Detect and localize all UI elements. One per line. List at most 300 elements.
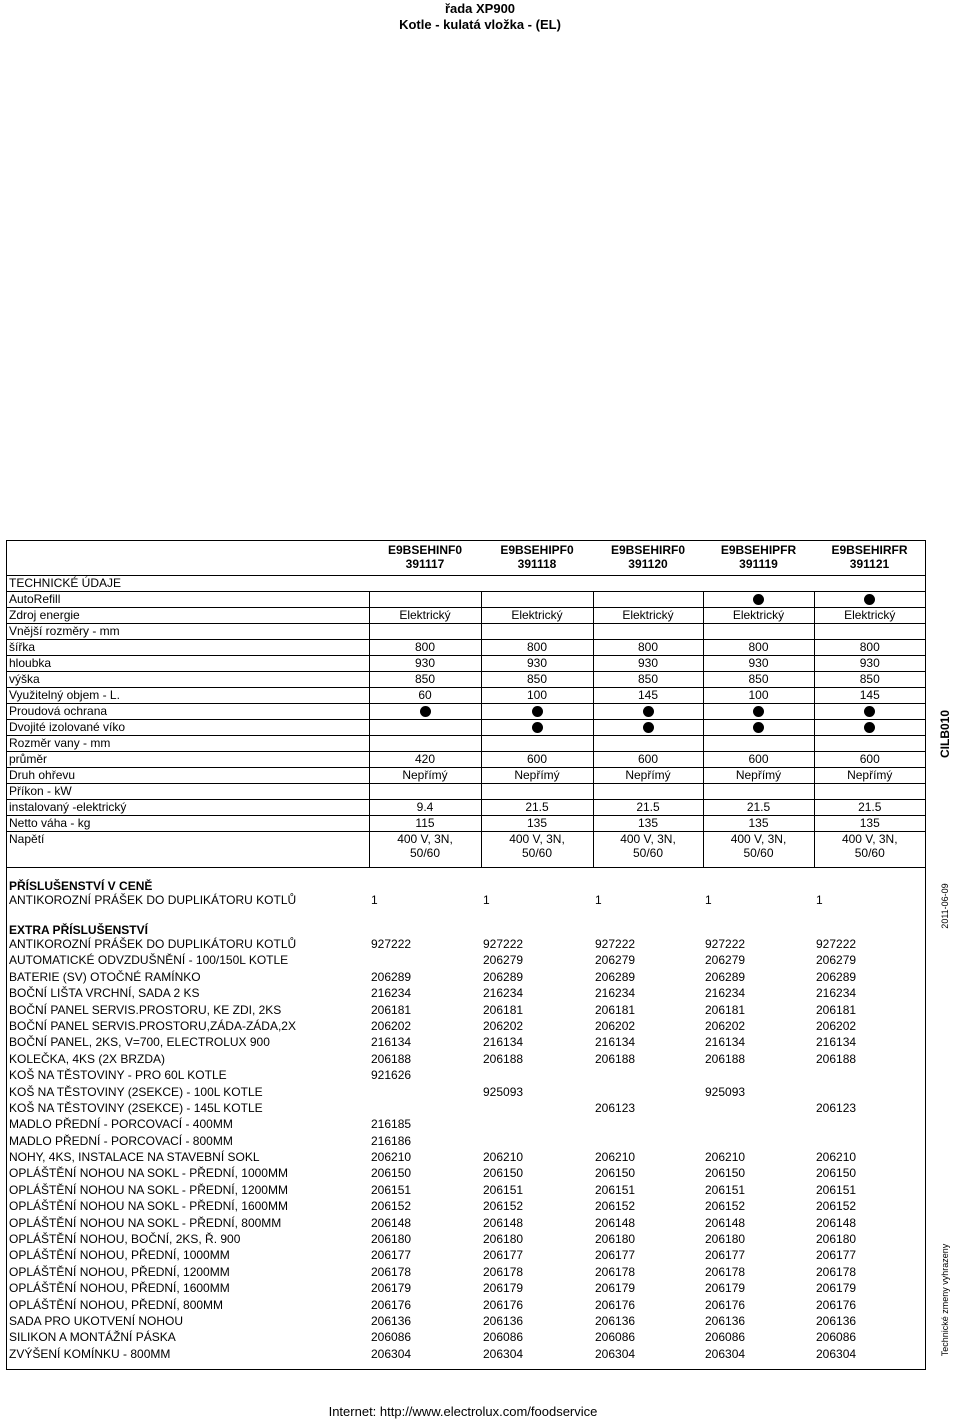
spec-value: 135	[814, 815, 925, 831]
accessory-code: 206176	[816, 1297, 857, 1312]
voltage-value	[369, 831, 481, 867]
accessory-code	[369, 953, 481, 969]
spacer	[7, 910, 925, 919]
bullet-icon	[814, 719, 925, 735]
spec-row	[7, 783, 925, 799]
accessory-code	[593, 1134, 703, 1150]
accessory-code	[814, 1085, 925, 1101]
accessory-code	[481, 1117, 593, 1133]
voltage-line: 400 V, 3N,	[620, 831, 676, 846]
section-row-included	[7, 875, 925, 893]
spec-value: 930	[481, 655, 593, 671]
spacer-row	[7, 910, 925, 919]
spec-label: Proudová ochrana	[7, 703, 369, 719]
accessory-code: 206202	[595, 1018, 636, 1033]
accessory-row	[7, 1101, 925, 1117]
spec-value	[703, 735, 814, 751]
spacer	[7, 867, 925, 875]
spec-value: 145	[814, 687, 925, 703]
voltage-row	[7, 831, 925, 867]
accessory-code: 921626	[371, 1068, 412, 1083]
accessory-code: 206152	[816, 1199, 857, 1214]
spec-value: 21.5	[481, 799, 593, 815]
accessory-label: OPLÁŠTĚNÍ NOHOU NA SOKL - PŘEDNÍ, 1000MM	[9, 1166, 288, 1181]
accessory-code	[481, 1068, 593, 1084]
accessory-code: 216234	[483, 986, 524, 1001]
model-column-header	[703, 541, 814, 575]
bullet-icon	[481, 719, 593, 735]
accessory-code	[593, 1117, 703, 1133]
spec-value: 850	[593, 671, 703, 687]
accessory-code: 206136	[595, 1313, 636, 1328]
accessory-qty: 1	[595, 893, 602, 907]
accessory-label: OPLÁŠTĚNÍ NOHOU NA SOKL - PŘEDNÍ, 1200MM	[9, 1182, 288, 1197]
accessory-code: 206179	[483, 1281, 524, 1296]
accessory-row	[7, 953, 925, 969]
spec-value	[369, 591, 481, 607]
accessory-code: 206177	[483, 1248, 524, 1263]
accessory-label: KOLEČKA, 4KS (2X BRZDA)	[9, 1051, 166, 1066]
series-title: řada XP900	[444, 1, 516, 16]
accessory-code: 206180	[595, 1232, 636, 1247]
accessory-code: 925093	[705, 1084, 746, 1099]
spec-value	[593, 783, 703, 799]
accessory-code: 206279	[816, 953, 857, 968]
bullet-icon	[369, 703, 481, 719]
spec-value: 930	[593, 655, 703, 671]
accessory-code: 206289	[816, 969, 857, 984]
accessory-code: 216134	[705, 1035, 746, 1050]
bullet-icon	[814, 591, 925, 607]
spec-label: Rozměr vany - mm	[7, 735, 369, 751]
disclaimer-note: Technické zmeny vyhrazeny	[940, 1243, 950, 1357]
accessory-code: 216134	[371, 1035, 412, 1050]
header-blank	[7, 541, 369, 575]
accessory-label: MADLO PŘEDNÍ - PORCOVACÍ - 800MM	[9, 1133, 233, 1148]
accessory-row	[7, 1199, 925, 1215]
accessory-code: 206279	[595, 953, 636, 968]
accessory-row	[7, 1019, 925, 1035]
accessory-label: OPLÁŠTĚNÍ NOHOU, BOČNÍ, 2KS, Ř. 900	[9, 1232, 241, 1247]
spec-value	[369, 623, 481, 639]
accessory-code: 206151	[595, 1182, 636, 1197]
accessory-code: 206289	[595, 969, 636, 984]
spec-value: 135	[481, 815, 593, 831]
voltage-line: 400 V, 3N,	[397, 831, 453, 846]
accessory-code	[593, 1068, 703, 1084]
accessory-code: 206180	[371, 1232, 412, 1247]
accessory-code: 206181	[816, 1002, 857, 1017]
accessory-row	[7, 1150, 925, 1166]
bullet-icon	[481, 703, 593, 719]
spec-row	[7, 767, 925, 783]
accessory-row	[7, 1216, 925, 1232]
model-number: 391119	[739, 557, 778, 571]
voltage-value	[593, 831, 703, 867]
accessory-label: ANTIKOROZNÍ PRÁŠEK DO DUPLIKÁTORU KOTLŮ	[9, 937, 297, 951]
spec-value: Nepřímý	[703, 767, 814, 783]
spec-value	[481, 623, 593, 639]
document-code: CILB010	[938, 709, 952, 759]
accessory-label: OPLÁŠTĚNÍ NOHOU, PŘEDNÍ, 1000MM	[9, 1248, 230, 1263]
spec-label: AutoRefill	[7, 591, 369, 607]
section-title: TECHNICKÉ ÚDAJE	[7, 575, 925, 591]
accessory-code: 206150	[705, 1166, 746, 1181]
section-title: PŘÍSLUŠENSTVÍ V CENĚ	[9, 879, 153, 893]
spec-value: 800	[703, 639, 814, 655]
voltage-value	[481, 831, 593, 867]
accessory-label: ZVÝŠENÍ KOMÍNKU - 800MM	[9, 1346, 171, 1361]
document-date: 2011-06-09	[940, 883, 950, 929]
accessory-row	[7, 986, 925, 1002]
spec-value	[481, 591, 593, 607]
accessory-code: 206304	[595, 1346, 636, 1361]
spec-label: Dvojité izolované víko	[7, 719, 369, 735]
accessory-code: 206188	[816, 1051, 857, 1066]
spec-value	[814, 623, 925, 639]
accessory-code: 206150	[595, 1166, 636, 1181]
model-column-header	[814, 541, 925, 575]
spec-value: 9.4	[369, 799, 481, 815]
accessory-label: OPLÁŠTĚNÍ NOHOU, PŘEDNÍ, 800MM	[9, 1297, 224, 1312]
spec-row	[7, 719, 925, 735]
accessory-code: 206289	[483, 969, 524, 984]
accessory-row	[7, 1314, 925, 1330]
accessory-row	[7, 1117, 925, 1133]
accessory-qty: 1	[483, 893, 490, 907]
accessory-code	[593, 1085, 703, 1101]
frequency-line: 50/60	[743, 845, 774, 860]
spec-table	[7, 541, 925, 1363]
accessory-code: 206210	[371, 1150, 412, 1165]
accessory-label: MADLO PŘEDNÍ - PORCOVACÍ - 400MM	[9, 1117, 233, 1132]
accessory-code	[814, 1117, 925, 1133]
accessory-code: 206150	[371, 1166, 412, 1181]
accessory-row	[7, 1068, 925, 1084]
accessory-code: 206148	[483, 1215, 524, 1230]
accessory-code: 206148	[705, 1215, 746, 1230]
accessory-code: 206177	[371, 1248, 412, 1263]
accessory-code: 206304	[371, 1346, 412, 1361]
spec-label: Vnější rozměry - mm	[7, 623, 369, 639]
spec-value: 21.5	[814, 799, 925, 815]
accessory-code: 927222	[483, 937, 524, 951]
spec-value	[481, 783, 593, 799]
spec-value: Elektrický	[703, 607, 814, 623]
spec-label: Zdroj energie	[7, 607, 369, 623]
spec-row	[7, 591, 925, 607]
spec-value: 135	[703, 815, 814, 831]
spec-label: hloubka	[7, 655, 369, 671]
bullet-icon	[593, 719, 703, 735]
accessory-code: 206150	[483, 1166, 524, 1181]
spec-value: 145	[593, 687, 703, 703]
bullet-icon	[814, 703, 925, 719]
spec-row	[7, 751, 925, 767]
accessory-code: 206151	[705, 1182, 746, 1197]
accessory-code: 216234	[595, 986, 636, 1001]
accessory-label: ANTIKOROZNÍ PRÁŠEK DO DUPLIKÁTORU KOTLŮ	[9, 893, 297, 907]
accessory-code	[814, 1134, 925, 1150]
accessory-code: 206188	[483, 1051, 524, 1066]
accessory-row	[7, 970, 925, 986]
accessory-row	[7, 1281, 925, 1297]
accessory-code: 206148	[595, 1215, 636, 1230]
spec-row	[7, 815, 925, 831]
spec-value: Nepřímý	[593, 767, 703, 783]
accessory-code: 206180	[705, 1232, 746, 1247]
accessory-row	[7, 1052, 925, 1068]
accessory-code: 206210	[595, 1150, 636, 1165]
accessory-code: 206210	[816, 1150, 857, 1165]
spec-value: 21.5	[593, 799, 703, 815]
accessory-code: 206086	[705, 1330, 746, 1345]
accessory-code: 216234	[371, 986, 412, 1001]
accessory-code: 206188	[595, 1051, 636, 1066]
spec-value: 800	[593, 639, 703, 655]
accessory-code: 206151	[371, 1182, 412, 1197]
accessory-code: 206152	[705, 1199, 746, 1214]
accessory-code	[481, 1101, 593, 1117]
accessory-code: 206188	[371, 1051, 412, 1066]
spec-value	[593, 735, 703, 751]
accessory-code: 206152	[595, 1199, 636, 1214]
spec-label: Využitelný objem - L.	[7, 687, 369, 703]
bullet-icon	[703, 719, 814, 735]
spec-value	[369, 719, 481, 735]
spec-label: šířka	[7, 639, 369, 655]
spec-value: 930	[814, 655, 925, 671]
accessory-code: 206086	[595, 1330, 636, 1345]
voltage-value	[703, 831, 814, 867]
accessory-code: 206289	[705, 969, 746, 984]
spec-value: 420	[369, 751, 481, 767]
accessory-code: 206304	[705, 1346, 746, 1361]
spec-value: 21.5	[703, 799, 814, 815]
spec-label: Druh ohřevu	[7, 767, 369, 783]
accessory-code: 206202	[371, 1018, 412, 1033]
spec-value: Elektrický	[814, 607, 925, 623]
accessory-code: 927222	[816, 937, 857, 951]
accessory-code: 206086	[371, 1330, 412, 1345]
model-code: E9BSEHIPFR	[720, 543, 797, 557]
spec-value: 850	[814, 671, 925, 687]
accessory-code	[481, 1134, 593, 1150]
voltage-value	[814, 831, 925, 867]
accessory-row	[7, 1330, 925, 1346]
accessory-qty: 1	[705, 893, 712, 907]
spec-value: 850	[481, 671, 593, 687]
spec-value	[703, 783, 814, 799]
accessory-code: 206151	[483, 1182, 524, 1197]
spec-row	[7, 703, 925, 719]
accessory-row	[7, 1298, 925, 1314]
accessory-code: 206176	[483, 1297, 524, 1312]
frequency-line: 50/60	[409, 845, 441, 860]
accessory-label: BOČNÍ PANEL SERVIS.PROSTORU,ZÁDA-ZÁDA,2X	[9, 1018, 296, 1033]
accessory-code: 206179	[371, 1281, 412, 1296]
spec-value: Nepřímý	[814, 767, 925, 783]
accessory-label: OPLÁŠTĚNÍ NOHOU NA SOKL - PŘEDNÍ, 800MM	[9, 1215, 282, 1230]
accessory-code: 206151	[816, 1182, 857, 1197]
accessory-code: 206304	[816, 1346, 857, 1361]
model-number: 391118	[517, 557, 557, 571]
accessory-code: 206148	[816, 1215, 857, 1230]
model-code: E9BSEHIRF0	[610, 543, 686, 557]
footer-link[interactable]: Internet: http://www.electrolux.com/foodservice	[328, 1404, 598, 1419]
accessory-label: BOČNÍ LIŠTA VRCHNÍ, SADA 2 KS	[9, 986, 200, 1001]
accessory-code: 206178	[816, 1264, 857, 1279]
accessory-code: 206176	[371, 1297, 412, 1312]
accessory-code	[369, 1085, 481, 1101]
voltage-line: 400 V, 3N,	[509, 831, 565, 846]
model-code: E9BSEHIRFR	[831, 543, 908, 557]
spec-value: 100	[481, 687, 593, 703]
accessory-code: 206150	[816, 1166, 857, 1181]
accessory-row	[7, 1035, 925, 1051]
accessory-label: KOŠ NA TĚSTOVINY - PRO 60L KOTLE	[9, 1068, 227, 1083]
spec-value	[814, 783, 925, 799]
model-number: 391120	[628, 557, 668, 571]
accessory-code: 206178	[371, 1264, 412, 1279]
accessory-label: BOČNÍ PANEL SERVIS.PROSTORU, KE ZDI, 2KS	[9, 1002, 282, 1017]
voltage-line: 400 V, 3N,	[730, 831, 787, 846]
accessory-code: 206177	[705, 1248, 746, 1263]
spec-label: instalovaný -elektrický	[7, 799, 369, 815]
model-header-row	[7, 541, 925, 575]
accessory-code: 216134	[595, 1035, 636, 1050]
accessory-code: 206177	[816, 1248, 857, 1263]
accessory-code: 927222	[595, 937, 636, 951]
accessory-code: 925093	[483, 1084, 524, 1099]
spec-row	[7, 623, 925, 639]
frequency-line: 50/60	[632, 845, 664, 860]
spec-label: Příkon - kW	[7, 783, 369, 799]
accessory-label: SADA PRO UKOTVENÍ NOHOU	[9, 1313, 184, 1328]
spec-value: 600	[814, 751, 925, 767]
spec-value: Elektrický	[369, 607, 481, 623]
accessory-code: 206179	[816, 1281, 857, 1296]
spec-value: Nepřímý	[369, 767, 481, 783]
spec-value: 100	[703, 687, 814, 703]
accessory-code: 206279	[483, 953, 524, 968]
accessory-row	[7, 1232, 925, 1248]
spec-value: 600	[481, 751, 593, 767]
accessory-code: 216186	[371, 1133, 412, 1148]
accessory-code: 206304	[483, 1346, 524, 1361]
section-row-technical	[7, 575, 925, 591]
page-header	[0, 0, 960, 33]
accessory-label: BOČNÍ PANEL, 2KS, V=700, ELECTROLUX 900	[9, 1035, 270, 1050]
model-column-header	[593, 541, 703, 575]
model-column-header	[369, 541, 481, 575]
accessory-code: 206202	[483, 1018, 524, 1033]
accessory-code: 206086	[483, 1330, 524, 1345]
accessory-code	[814, 1068, 925, 1084]
accessory-code: 206152	[371, 1199, 412, 1214]
spec-value	[814, 735, 925, 751]
accessory-label: KOŠ NA TĚSTOVINY (2SEKCE) - 100L KOTLE	[9, 1084, 263, 1099]
accessory-code: 927222	[371, 937, 412, 951]
spec-value: 850	[369, 671, 481, 687]
accessory-code: 206289	[371, 969, 412, 984]
accessory-code	[703, 1101, 814, 1117]
spec-value: 800	[814, 639, 925, 655]
accessory-code: 206176	[705, 1297, 746, 1312]
spec-value	[593, 591, 703, 607]
spec-value	[369, 735, 481, 751]
accessory-code: 206181	[483, 1002, 524, 1017]
spec-value: 800	[369, 639, 481, 655]
spec-value: 930	[703, 655, 814, 671]
accessory-row	[7, 1347, 925, 1363]
spec-label: Napětí	[7, 831, 369, 867]
accessory-code	[369, 1101, 481, 1117]
accessory-code	[703, 1117, 814, 1133]
model-number: 391117	[405, 557, 445, 571]
accessory-row	[7, 1166, 925, 1182]
document-title: Kotle - kulatá vložka - (EL)	[399, 17, 561, 32]
section-row-extra	[7, 919, 925, 937]
accessory-code: 206136	[483, 1313, 524, 1328]
accessory-code: 206202	[705, 1018, 746, 1033]
accessory-row	[7, 1183, 925, 1199]
bullet-icon	[703, 703, 814, 719]
spec-value: 800	[481, 639, 593, 655]
frequency-line: 50/60	[521, 845, 553, 860]
accessory-code: 206210	[705, 1150, 746, 1165]
accessory-code: 206178	[483, 1264, 524, 1279]
spec-row	[7, 687, 925, 703]
accessory-row	[7, 937, 925, 953]
spec-value: Elektrický	[593, 607, 703, 623]
model-code: E9BSEHINF0	[387, 543, 463, 557]
accessory-code: 927222	[705, 937, 746, 951]
accessory-code: 206279	[705, 953, 746, 968]
accessory-code: 206152	[483, 1199, 524, 1214]
voltage-line: 400 V, 3N,	[841, 831, 898, 846]
bullet-icon	[703, 591, 814, 607]
accessory-row	[7, 1134, 925, 1150]
spec-value: Nepřímý	[481, 767, 593, 783]
accessory-code: 206180	[483, 1232, 524, 1247]
accessory-code: 216134	[483, 1035, 524, 1050]
spacer-row	[7, 867, 925, 875]
accessory-code: 206181	[371, 1002, 412, 1017]
bullet-icon	[593, 703, 703, 719]
accessory-label: SILIKON A MONTÁŽNÍ PÁSKA	[9, 1330, 176, 1345]
spec-value: 115	[369, 815, 481, 831]
spec-label: Netto váha - kg	[7, 815, 369, 831]
spec-row	[7, 607, 925, 623]
spec-value	[703, 623, 814, 639]
spec-value: 600	[703, 751, 814, 767]
frequency-line: 50/60	[854, 845, 885, 860]
spec-value: 135	[593, 815, 703, 831]
spec-label: výška	[7, 671, 369, 687]
accessory-label: OPLÁŠTĚNÍ NOHOU NA SOKL - PŘEDNÍ, 1600MM	[9, 1199, 288, 1214]
accessory-code: 206179	[595, 1281, 636, 1296]
accessory-code: 206123	[816, 1100, 857, 1115]
accessory-code: 206181	[595, 1002, 636, 1017]
accessory-code: 216234	[816, 986, 857, 1001]
accessory-code: 206202	[816, 1018, 857, 1033]
accessory-qty: 1	[371, 893, 378, 907]
model-code: E9BSEHIPF0	[500, 543, 574, 557]
accessory-label: NOHY, 4KS, INSTALACE NA STAVEBNÍ SOKL	[9, 1150, 260, 1165]
accessory-code	[703, 1134, 814, 1150]
accessory-label: OPLÁŠTĚNÍ NOHOU, PŘEDNÍ, 1200MM	[9, 1264, 230, 1279]
